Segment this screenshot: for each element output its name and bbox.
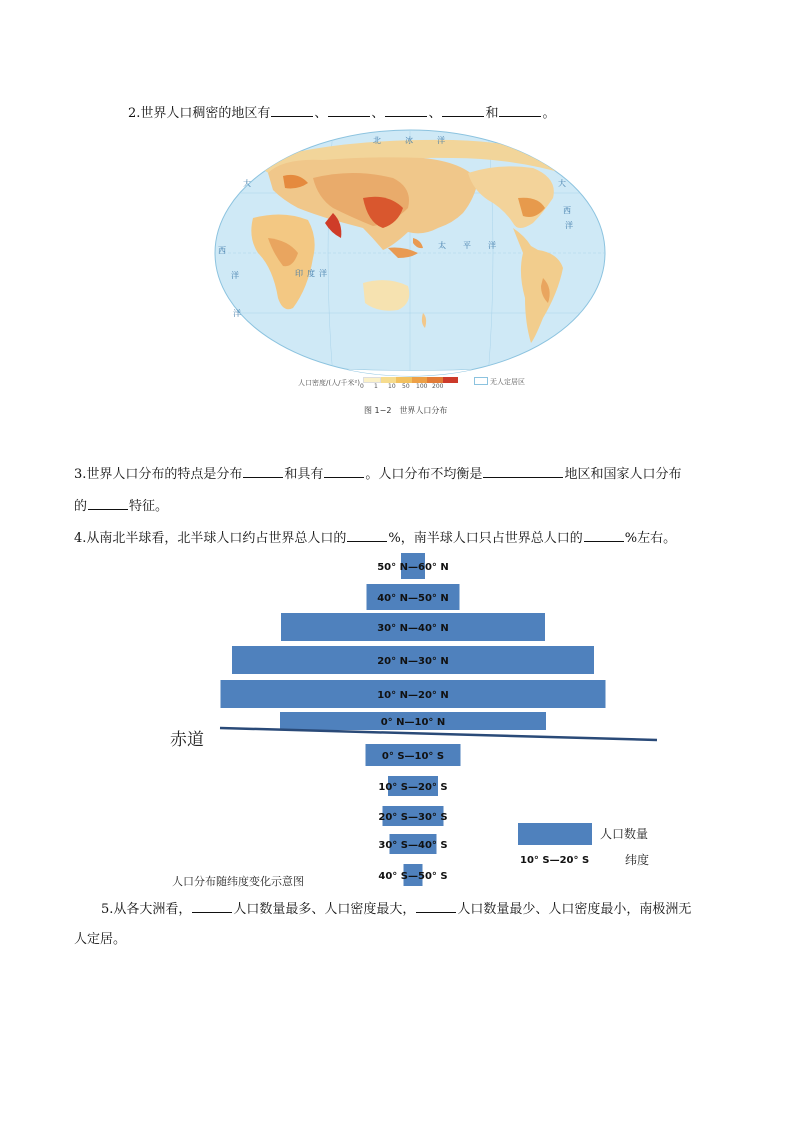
latitude-chart-svg — [160, 548, 670, 893]
legend-tick: 200 — [432, 383, 444, 390]
latitude-bar-label: 10° S—20° S — [378, 782, 448, 793]
question-3-line-2 — [74, 495, 168, 517]
ocean-label: 冰 — [405, 136, 413, 145]
question-3-line-1 — [74, 463, 681, 485]
question-5-line-2 — [74, 930, 126, 950]
q5-text: 人口数量最多、人口密度最大， — [233, 902, 416, 917]
conjunction: 和 — [485, 106, 499, 121]
q4-text: 4.从南北半球看，北半球人口约占世界总人口的 — [74, 531, 347, 546]
latitude-bar-label: 30° S—40° S — [378, 840, 448, 851]
legend-axis-sample: 10° S—20° S — [520, 855, 590, 866]
legend-series-name: 人口数量 — [600, 827, 649, 841]
ocean-label: 北 — [373, 136, 381, 145]
answer-blank[interactable] — [584, 527, 624, 542]
legend-swatch — [518, 823, 592, 845]
q3-text: 和具有 — [284, 467, 324, 482]
ocean-label: 大 — [243, 179, 251, 188]
answer-blank[interactable] — [483, 463, 563, 478]
ocean-label: 洋 — [233, 309, 241, 318]
answer-blank[interactable] — [385, 102, 427, 117]
answer-blank[interactable] — [416, 898, 456, 913]
ocean-label: 太 — [438, 241, 446, 250]
uninhabited-label: 无人定居区 — [490, 378, 525, 386]
ocean-label: 洋 — [565, 221, 573, 230]
latitude-bar-label: 10° N—20° N — [377, 690, 449, 701]
ocean-label: 大 — [558, 179, 566, 188]
equator-label: 赤道 — [170, 730, 204, 750]
latitude-bar-label: 0° N—10° N — [380, 717, 446, 728]
q3-text: 地区和国家人口分布 — [564, 467, 682, 482]
answer-blank[interactable] — [88, 495, 128, 510]
legend-axis-name: 纬度 — [625, 853, 650, 867]
q4-text: %左右。 — [624, 531, 677, 546]
ocean-label: 平 — [463, 241, 471, 250]
ocean-label: 西 — [563, 206, 571, 215]
latitude-bar-label: 20° S—30° S — [378, 812, 448, 823]
legend-ticks — [360, 383, 470, 390]
legend-tick: 10 — [388, 383, 396, 390]
q5-text: 人定居。 — [74, 932, 127, 947]
map-caption: 图 1−2 世界人口分布 — [364, 406, 448, 415]
legend-tick: 100 — [416, 383, 428, 390]
ocean-label: 西 — [218, 246, 226, 255]
q5-text: 5.从各大洲看， — [101, 902, 192, 917]
separator: 、 — [371, 106, 385, 121]
q3-text: 。人口分布不均衡是 — [365, 467, 483, 482]
ocean-label: 印 — [295, 269, 303, 278]
latitude-bar-label: 40° N—50° N — [377, 593, 449, 604]
uninhabited-swatch — [474, 377, 488, 385]
latitude-bar-label: 0° S—10° S — [381, 751, 445, 762]
q3-text: 的 — [74, 499, 88, 514]
map-legend — [298, 377, 558, 389]
latitude-bar-label: 20° N—30° N — [377, 656, 449, 667]
answer-blank[interactable] — [271, 102, 313, 117]
q4-text: %，南半球人口只占世界总人口的 — [388, 531, 583, 546]
latitude-bar-label: 50° N—60° N — [377, 562, 449, 573]
ocean-label: 度 — [307, 269, 315, 278]
answer-blank[interactable] — [347, 527, 387, 542]
ocean-label: 洋 — [488, 241, 496, 250]
q5-text: 人口数量最少、人口密度最小，南极洲无 — [457, 902, 692, 917]
legend-title: 人口密度/(人/千米²) — [298, 379, 360, 387]
chart-title: 人口分布随纬度变化示意图 — [172, 875, 304, 888]
legend-tick: 1 — [374, 383, 378, 390]
latitude-bar-label: 40° S—50° S — [378, 871, 448, 882]
answer-blank[interactable] — [442, 102, 484, 117]
ocean-label: 洋 — [231, 271, 239, 280]
q2-prefix: 2.世界人口稠密的地区有 — [128, 106, 271, 121]
legend-tick: 0 — [360, 383, 364, 390]
ocean-label: 洋 — [319, 269, 327, 278]
answer-blank[interactable] — [243, 463, 283, 478]
latitude-bar-label: 30° N—40° N — [377, 623, 449, 634]
period: 。 — [542, 106, 556, 121]
q3-text: 3.世界人口分布的特点是分布 — [74, 467, 243, 482]
world-map-svg — [213, 128, 608, 378]
question-2 — [128, 102, 555, 124]
q3-text: 特征。 — [129, 499, 169, 514]
world-population-map — [213, 128, 608, 378]
answer-blank[interactable] — [324, 463, 364, 478]
separator: 、 — [314, 106, 328, 121]
latitude-population-chart — [160, 548, 670, 893]
separator: 、 — [428, 106, 442, 121]
legend-tick: 50 — [402, 383, 410, 390]
answer-blank[interactable] — [328, 102, 370, 117]
ocean-label: 洋 — [437, 136, 445, 145]
question-5-line-1 — [101, 898, 691, 920]
answer-blank[interactable] — [499, 102, 541, 117]
answer-blank[interactable] — [192, 898, 232, 913]
question-4 — [74, 527, 676, 549]
